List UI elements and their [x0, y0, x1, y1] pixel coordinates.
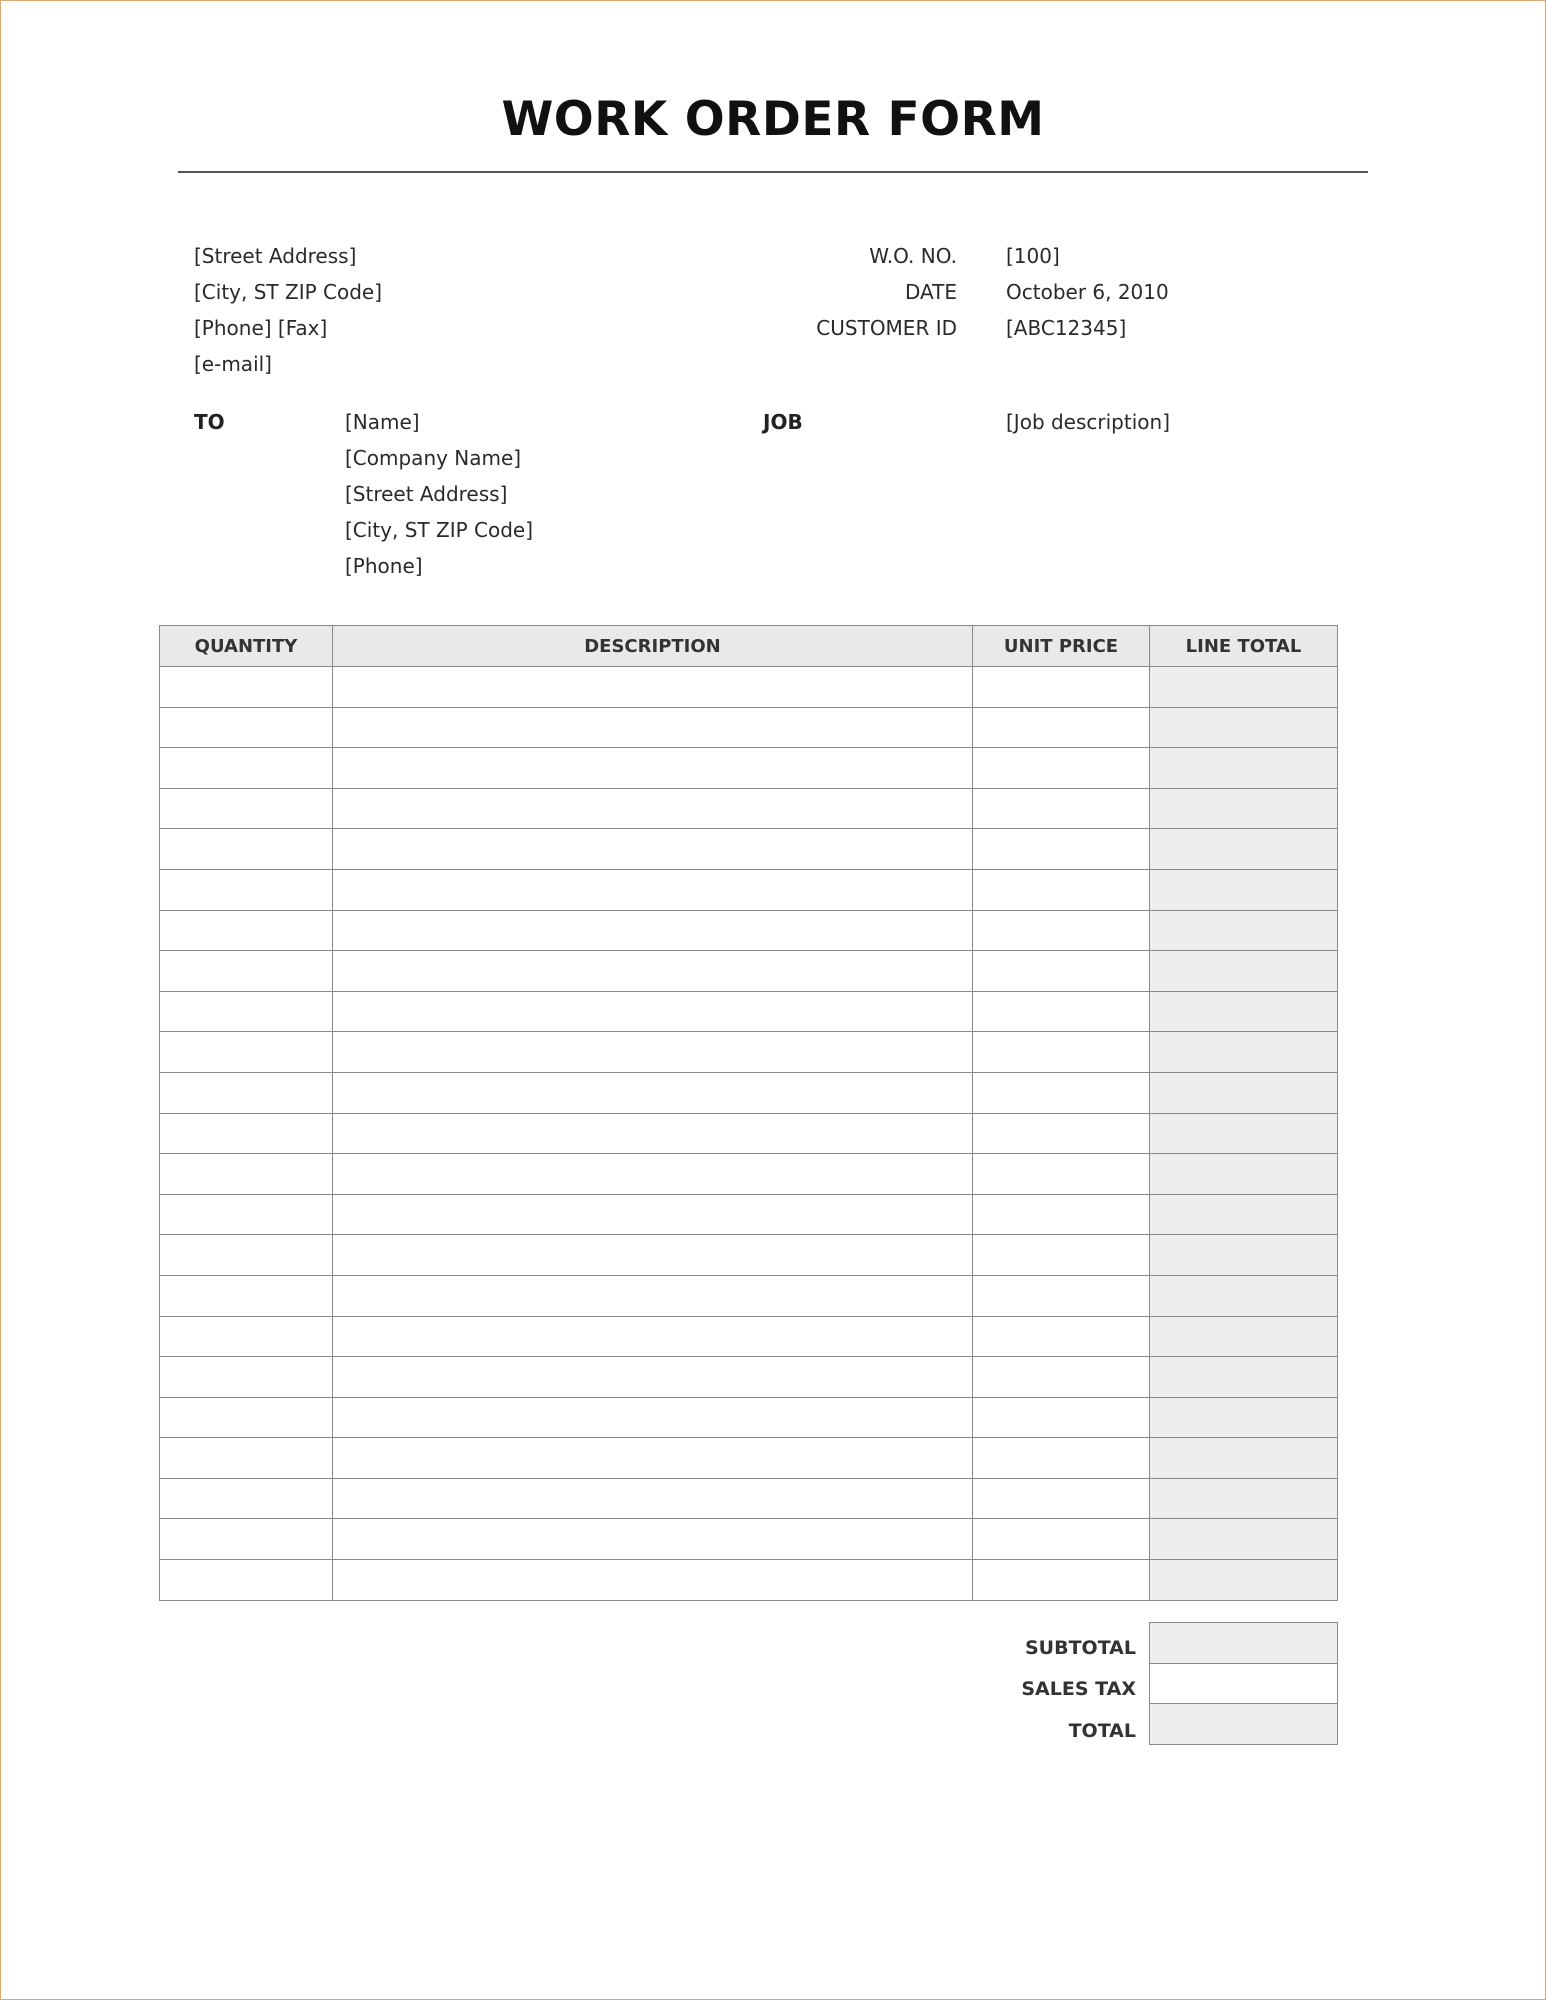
description-cell[interactable]	[333, 1154, 973, 1195]
line-total-cell[interactable]	[1150, 1154, 1338, 1195]
quantity-cell[interactable]	[160, 951, 333, 992]
to-phone[interactable]: [Phone]	[345, 554, 423, 578]
table-row	[160, 991, 1338, 1032]
description-cell[interactable]	[333, 1235, 973, 1276]
line-total-cell[interactable]	[1150, 788, 1338, 829]
line-total-cell[interactable]	[1150, 707, 1338, 748]
table-row	[160, 1438, 1338, 1479]
description-cell[interactable]	[333, 829, 973, 870]
to-city[interactable]: [City, ST ZIP Code]	[345, 518, 534, 542]
description-cell[interactable]	[333, 788, 973, 829]
customer-id-label: CUSTOMER ID	[816, 316, 957, 340]
unit-price-cell[interactable]	[973, 910, 1150, 951]
date-label: DATE	[904, 280, 957, 304]
unit-price-cell[interactable]	[973, 788, 1150, 829]
quantity-cell[interactable]	[160, 1397, 333, 1438]
table-row	[160, 1072, 1338, 1113]
unit-price-cell[interactable]	[973, 1032, 1150, 1073]
table-row	[160, 1357, 1338, 1398]
description-cell[interactable]	[333, 748, 973, 789]
unit-price-cell[interactable]	[973, 991, 1150, 1032]
sender-city: [City, ST ZIP Code]	[194, 280, 383, 304]
description-cell[interactable]	[333, 1113, 973, 1154]
table-row	[160, 869, 1338, 910]
line-total-cell[interactable]	[1150, 1032, 1338, 1073]
line-total-cell[interactable]	[1150, 1519, 1338, 1560]
job-description[interactable]: [Job description]	[1006, 410, 1170, 434]
description-cell[interactable]	[333, 869, 973, 910]
unit-price-cell[interactable]	[973, 1438, 1150, 1479]
job-label: JOB	[763, 410, 803, 434]
table-row	[160, 1478, 1338, 1519]
description-cell[interactable]	[333, 1397, 973, 1438]
customer-id-value[interactable]: [ABC12345]	[1006, 316, 1127, 340]
unit-price-cell[interactable]	[973, 748, 1150, 789]
table-row	[160, 1235, 1338, 1276]
quantity-cell[interactable]	[160, 1032, 333, 1073]
description-cell[interactable]	[333, 1478, 973, 1519]
quantity-cell[interactable]	[160, 1519, 333, 1560]
table-row	[160, 1316, 1338, 1357]
quantity-cell[interactable]	[160, 1154, 333, 1195]
line-total-cell[interactable]	[1150, 1194, 1338, 1235]
description-cell[interactable]	[333, 951, 973, 992]
line-total-cell[interactable]	[1150, 748, 1338, 789]
description-cell[interactable]	[333, 1275, 973, 1316]
line-total-cell[interactable]	[1150, 1072, 1338, 1113]
line-total-cell[interactable]	[1150, 951, 1338, 992]
unit-price-cell[interactable]	[973, 1357, 1150, 1398]
sales-tax-label: SALES TAX	[1021, 1678, 1136, 1700]
quantity-cell[interactable]	[160, 1194, 333, 1235]
description-cell[interactable]	[333, 1316, 973, 1357]
unit-price-cell[interactable]	[973, 1397, 1150, 1438]
header-description: DESCRIPTION	[333, 626, 973, 667]
unit-price-cell[interactable]	[973, 1194, 1150, 1235]
wo-number-label: W.O. NO.	[869, 244, 957, 268]
quantity-cell[interactable]	[160, 910, 333, 951]
to-street[interactable]: [Street Address]	[345, 482, 508, 506]
quantity-cell[interactable]	[160, 869, 333, 910]
quantity-cell[interactable]	[160, 1357, 333, 1398]
line-total-cell[interactable]	[1150, 910, 1338, 951]
quantity-cell[interactable]	[160, 748, 333, 789]
to-company[interactable]: [Company Name]	[345, 446, 522, 470]
header-unit-price: UNIT PRICE	[973, 626, 1150, 667]
quantity-cell[interactable]	[160, 707, 333, 748]
table-header-row	[160, 626, 1338, 667]
line-total-cell[interactable]	[1150, 667, 1338, 708]
unit-price-cell[interactable]	[973, 1560, 1150, 1601]
unit-price-cell[interactable]	[973, 1113, 1150, 1154]
quantity-cell[interactable]	[160, 1560, 333, 1601]
description-cell[interactable]	[333, 1560, 973, 1601]
header-line-total: LINE TOTAL	[1150, 626, 1338, 667]
date-value[interactable]: October 6, 2010	[1006, 280, 1169, 304]
to-label: TO	[194, 410, 225, 434]
total-label: TOTAL	[1068, 1720, 1136, 1742]
totals-table	[1149, 1622, 1338, 1745]
quantity-cell[interactable]	[160, 667, 333, 708]
description-cell[interactable]	[333, 1438, 973, 1479]
description-cell[interactable]	[333, 707, 973, 748]
line-total-cell[interactable]	[1150, 1316, 1338, 1357]
table-row	[160, 1519, 1338, 1560]
table-row	[160, 1397, 1338, 1438]
table-row	[160, 667, 1338, 708]
unit-price-cell[interactable]	[973, 1478, 1150, 1519]
unit-price-cell[interactable]	[973, 1154, 1150, 1195]
description-cell[interactable]	[333, 991, 973, 1032]
quantity-cell[interactable]	[160, 1235, 333, 1276]
line-total-cell[interactable]	[1150, 1478, 1338, 1519]
quantity-cell[interactable]	[160, 829, 333, 870]
unit-price-cell[interactable]	[973, 869, 1150, 910]
subtotal-label: SUBTOTAL	[1024, 1637, 1136, 1659]
sender-email: [e-mail]	[194, 352, 272, 376]
description-cell[interactable]	[333, 1032, 973, 1073]
unit-price-cell[interactable]	[973, 707, 1150, 748]
description-cell[interactable]	[333, 1357, 973, 1398]
quantity-cell[interactable]	[160, 1316, 333, 1357]
quantity-cell[interactable]	[160, 788, 333, 829]
title-divider	[178, 171, 1368, 173]
description-cell[interactable]	[333, 1519, 973, 1560]
wo-number-value[interactable]: [100]	[1006, 244, 1060, 268]
unit-price-cell[interactable]	[973, 1235, 1150, 1276]
table-row	[160, 1275, 1338, 1316]
unit-price-cell[interactable]	[973, 1275, 1150, 1316]
unit-price-cell[interactable]	[973, 1316, 1150, 1357]
page-title: WORK ORDER FORM	[501, 92, 1045, 147]
description-cell[interactable]	[333, 667, 973, 708]
table-row	[160, 951, 1338, 992]
table-row	[160, 1194, 1338, 1235]
line-total-cell[interactable]	[1150, 829, 1338, 870]
line-total-cell[interactable]	[1150, 1113, 1338, 1154]
line-total-cell[interactable]	[1150, 1560, 1338, 1601]
line-total-cell[interactable]	[1150, 1357, 1338, 1398]
quantity-cell[interactable]	[160, 991, 333, 1032]
unit-price-cell[interactable]	[973, 667, 1150, 708]
quantity-cell[interactable]	[160, 1438, 333, 1479]
line-total-cell[interactable]	[1150, 1438, 1338, 1479]
line-total-cell[interactable]	[1150, 1397, 1338, 1438]
table-row	[160, 1154, 1338, 1195]
table-row	[160, 748, 1338, 789]
subtotal-cell[interactable]	[1150, 1623, 1338, 1664]
table-row	[160, 910, 1338, 951]
total-cell[interactable]	[1150, 1704, 1338, 1745]
quantity-cell[interactable]	[160, 1275, 333, 1316]
unit-price-cell[interactable]	[973, 951, 1150, 992]
line-total-cell[interactable]	[1150, 1275, 1338, 1316]
table-row	[160, 1032, 1338, 1073]
sender-phone-fax: [Phone] [Fax]	[194, 316, 328, 340]
table-row	[160, 1560, 1338, 1601]
description-cell[interactable]	[333, 1194, 973, 1235]
description-cell[interactable]	[333, 1072, 973, 1113]
line-total-cell[interactable]	[1150, 1235, 1338, 1276]
table-row	[160, 1113, 1338, 1154]
unit-price-cell[interactable]	[973, 1519, 1150, 1560]
table-row	[160, 788, 1338, 829]
quantity-cell[interactable]	[160, 1072, 333, 1113]
description-cell[interactable]	[333, 910, 973, 951]
quantity-cell[interactable]	[160, 1478, 333, 1519]
unit-price-cell[interactable]	[973, 1072, 1150, 1113]
quantity-cell[interactable]	[160, 1113, 333, 1154]
table-row	[160, 829, 1338, 870]
to-name[interactable]: [Name]	[345, 410, 420, 434]
table-row	[160, 707, 1338, 748]
unit-price-cell[interactable]	[973, 829, 1150, 870]
line-total-cell[interactable]	[1150, 869, 1338, 910]
line-total-cell[interactable]	[1150, 991, 1338, 1032]
sender-street: [Street Address]	[194, 244, 357, 268]
sales-tax-cell[interactable]	[1150, 1663, 1338, 1704]
table-body	[160, 667, 1338, 1601]
line-items-table	[159, 625, 1338, 1601]
header-quantity: QUANTITY	[160, 626, 333, 667]
